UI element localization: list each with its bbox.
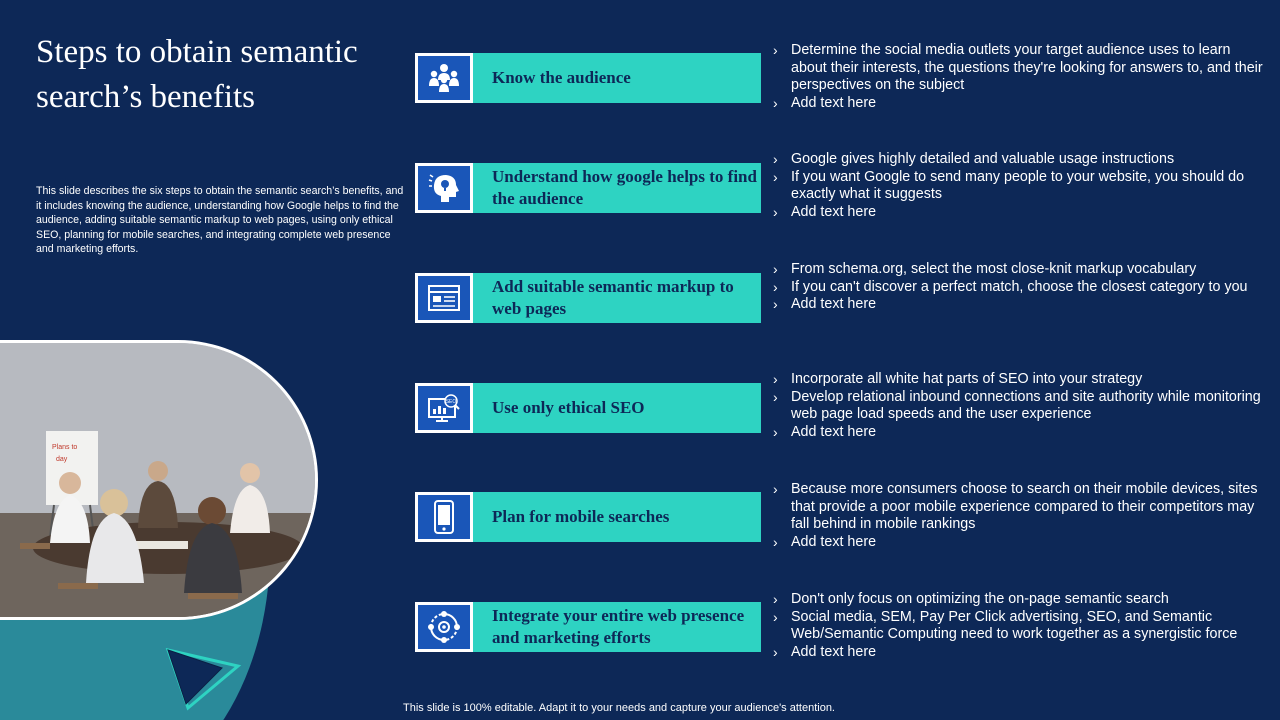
head-idea-icon [427,172,461,204]
slide-footer: This slide is 100% editable. Adapt it to your needs and capture your audience's attention. [403,702,835,714]
bullet-item: › Social media, SEM, Pay Per Click advertising, SEO, and Semantic Web/Semantic Computing need to work together as a synergistic force [773,609,1263,644]
bullet-item: › Determine the social media outlets your target audience uses to learn about their interests, the questions they're looking for answers to, and their perspectives on the subject [773,42,1263,95]
step-icon-frame [415,163,473,213]
step-bullets [773,591,1263,661]
audience-group-icon [427,62,461,94]
svg-text:day: day [56,456,68,463]
step-semantic-markup [415,273,761,323]
integration-cycle-icon [427,610,461,644]
bullet-item: › Incorporate all white hat parts of SEO into your strategy [773,371,1263,389]
play-triangle-icon [162,648,242,712]
bullet-item: › Because more consumers choose to search on their mobile devices, sites that provide a poor mobile experience compared to their competitors may fall behind in mobile rankings [773,481,1263,534]
bullet-item: › Add text here [773,204,1263,222]
step-icon-frame [415,602,473,652]
bullet-item: › Add text here [773,296,1263,314]
slide-title: Steps to obtain semantic search’s benefits [36,34,358,115]
step-mobile-searches [415,492,761,542]
bullet-item: › Add text here [773,95,1263,113]
step-label: Understand how google helps to find the audience [473,163,761,213]
step-bullets [773,42,1263,112]
slide-description: This slide describes the six steps to obtain the semantic search’s benefits, and it includes knowing the audience, understanding how Google helps to find the audience, adding suitable semantic markup to web pages, using only ethical SEO, planning for mobile searches, and integrating complete web presence and marketing efforts. [36,185,404,255]
bullet-item: › Don't only focus on optimizing the on-page semantic search [773,591,1263,609]
step-label: Use only ethical SEO [473,383,761,433]
bullet-item: › Add text here [773,424,1263,442]
step-know-audience [415,53,761,103]
svg-text:Plans to: Plans to [52,444,78,451]
bullet-item: › Add text here [773,644,1263,662]
seo-monitor-icon [427,393,461,423]
bullet-item: › From schema.org, select the most close-knit markup vocabulary [773,261,1263,279]
step-icon-frame [415,383,473,433]
step-bullets [773,481,1263,551]
bullet-item: › If you can't discover a perfect match, choose the closest category to you [773,279,1263,297]
seo-icon-text: SEO [445,399,457,405]
bullet-item: › Google gives highly detailed and valuable usage instructions [773,151,1263,169]
bullet-item: › Add text here [773,534,1263,552]
mobile-phone-icon [432,500,456,534]
step-ethical-seo [415,383,761,433]
step-bullets [773,151,1263,221]
step-label: Add suitable semantic markup to web pages [473,273,761,323]
step-label: Plan for mobile searches [473,492,761,542]
step-integrate-web-presence [415,602,761,652]
step-icon-frame [415,273,473,323]
bullet-item: › Develop relational inbound connections and site authority while monitoring web page load speeds and the user experience [773,389,1263,424]
step-bullets [773,371,1263,441]
step-icon-frame [415,53,473,103]
step-label: Know the audience [473,53,761,103]
web-page-icon [427,284,461,312]
step-label: Integrate your entire web presence and marketing efforts [473,602,761,652]
step-bullets [773,261,1263,314]
bullet-item: › If you want Google to send many people to your website, you should do exactly what it suggests [773,169,1263,204]
step-icon-frame [415,492,473,542]
meeting-photo [0,340,318,620]
step-understand-google [415,163,761,213]
